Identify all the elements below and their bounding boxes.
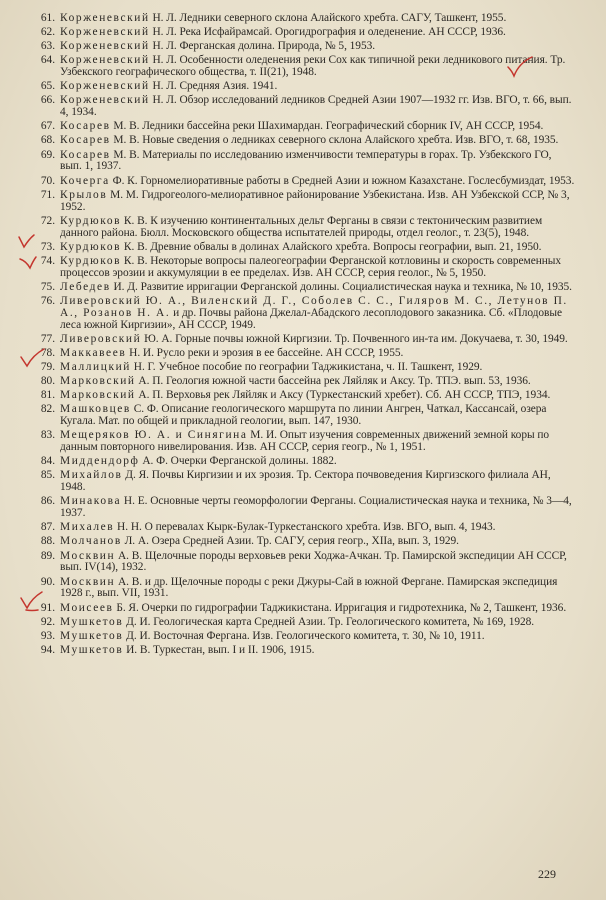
reference-entry — [28, 135, 576, 147]
reference-entry — [28, 216, 576, 240]
reference-details: Д. Я. Почвы Киргизии и их эрозия. Тр. Сектора почвоведения Киргизского филиала АН, 1948. — [60, 469, 551, 494]
checkmark-icon — [18, 590, 48, 612]
reference-author: Моисеев — [60, 601, 114, 614]
reference-details: Н. Л. Река Исфайрамсай. Орогидрография и оледенение. АН СССР, 1936. — [149, 26, 506, 39]
reference-details: А. П. Геология южной части бассейна рек Ляйляк и Аксу. Тр. ТПЭ. вып. 53, 1936. — [135, 375, 531, 388]
reference-text — [60, 617, 576, 629]
reference-text — [60, 121, 576, 133]
reference-text — [60, 176, 576, 188]
reference-number: 67. — [40, 120, 55, 133]
reference-number: 75. — [40, 280, 55, 293]
reference-author: Корженевский — [60, 80, 150, 93]
reference-number: 74. — [40, 254, 55, 267]
reference-number: 69. — [40, 148, 55, 161]
reference-number: 94. — [40, 643, 55, 656]
reference-entry — [28, 95, 576, 119]
reference-entry — [28, 55, 576, 79]
reference-author: Машковцев — [60, 403, 131, 416]
reference-details: Н. Е. Основные черты геоморфологии Ферганы. Социалистическая наука и техника, № 3—4, 1937. — [60, 495, 572, 520]
reference-text — [60, 256, 576, 280]
reference-text — [60, 390, 576, 402]
reference-text — [60, 577, 576, 601]
reference-author: Лебедев — [60, 280, 111, 293]
reference-entry — [28, 603, 576, 615]
reference-number: 72. — [40, 214, 55, 227]
reference-number: 92. — [40, 615, 55, 628]
reference-text — [60, 631, 576, 643]
reference-number: 83. — [40, 429, 55, 442]
reference-entry — [28, 13, 576, 25]
reference-number: 80. — [40, 375, 55, 388]
reference-text — [60, 551, 576, 575]
reference-text — [60, 55, 576, 79]
reference-number: 87. — [40, 521, 55, 534]
reference-details: Н. Н. О перевалах Кырк-Булак-Туркестанского хребта. Изв. ВГО, вып. 4, 1943. — [114, 521, 496, 534]
reference-author: Молчанов — [60, 535, 122, 548]
reference-number: 65. — [40, 80, 55, 93]
reference-author: Москвин — [60, 575, 116, 588]
reference-author: Косарев — [60, 134, 111, 147]
reference-details: М. В. Ледники бассейна реки Шахимардан. Географический сборник IV, АН СССР, 1954. — [110, 120, 544, 133]
reference-entry — [28, 536, 576, 548]
reference-author: Корженевский — [60, 12, 150, 24]
reference-entry — [28, 348, 576, 360]
reference-entry — [28, 376, 576, 388]
reference-text — [60, 41, 576, 53]
reference-text — [60, 603, 576, 615]
reference-number: 89. — [40, 549, 55, 562]
reference-author: Корженевский — [60, 40, 150, 53]
reference-entry — [28, 296, 576, 332]
reference-text — [60, 404, 576, 428]
reference-author: Маллицкий — [60, 360, 131, 373]
reference-details: Н. И. Русло реки и эрозия в ее бассейне. АН СССР, 1955. — [126, 346, 404, 359]
reference-author: Марковский — [60, 375, 136, 388]
reference-author: Корженевский — [60, 94, 150, 107]
reference-entry — [28, 190, 576, 214]
reference-details: И. Д. Развитие ирригации Ферганской долины. Социалистическая наука и техника, № 10, 1935. — [110, 280, 572, 293]
reference-details: Н. Л. Обзор исследований ледников Средней Азии 1907—1932 гг. Изв. ВГО, т. 66, вып. 4, 1934. — [60, 94, 572, 119]
reference-details: Л. А. Озера Средней Азии. Тр. САГУ, серия геогр., ХIIа, вып. 3, 1929. — [121, 535, 459, 548]
reference-entry — [28, 334, 576, 346]
reference-details: А. В. Щелочные породы верховьев реки Ходжа-Ачкан. Тр. Памирской экспедиции АН СССР, вып. IV(14), 1932. — [60, 549, 567, 574]
reference-details: А. В. и др. Щелочные породы с реки Джуры-Сай в южной Фергане. Памирская экспедиция 1928 г., вып. VII, 1931. — [60, 575, 558, 600]
reference-text — [60, 496, 576, 520]
reference-details: Ф. К. Горномелиоративные работы в Средней Азии и южном Казахстане. Гослесбумиздат, 1953. — [109, 174, 575, 187]
reference-entry — [28, 470, 576, 494]
reference-details: М. В. Новые сведения о ледниках северного склона Алайского хребта. Изв. ВГО, т. 68, 1935. — [110, 134, 559, 147]
reference-details: К. В. К изучению континентальных дельт Ферганы в связи с тектоническим развитием данного района. Бюлл. Московского общества испытателей природы, отдел геолог., т. 23(5), 1948. — [60, 214, 543, 239]
reference-entry — [28, 577, 576, 601]
reference-number: 91. — [40, 601, 55, 614]
reference-entry — [28, 617, 576, 629]
reference-number: 63. — [40, 40, 55, 53]
reference-entry — [28, 27, 576, 39]
reference-entry — [28, 404, 576, 428]
reference-text — [60, 362, 576, 374]
reference-number: 68. — [40, 134, 55, 147]
reference-number: 66. — [40, 94, 55, 107]
reference-number: 82. — [40, 403, 55, 416]
reference-author: Курдюков — [60, 214, 122, 227]
reference-details: Н. Г. Учебное пособие по географии Таджикистана, ч. II. Ташкент, 1929. — [130, 360, 483, 373]
reference-entry — [28, 150, 576, 174]
reference-text — [60, 536, 576, 548]
reference-number: 81. — [40, 389, 55, 402]
reference-author: Мушкетов — [60, 629, 124, 642]
reference-number: 73. — [40, 240, 55, 253]
reference-text — [60, 430, 576, 454]
reference-author: Курдюков — [60, 240, 122, 253]
reference-number: 85. — [40, 469, 55, 482]
reference-author: Маккавеев — [60, 346, 127, 359]
reference-author: Минакова — [60, 495, 122, 508]
reference-details: Н. Л. Ферганская долина. Природа, № 5, 1953. — [149, 40, 376, 53]
reference-text — [60, 216, 576, 240]
reference-details: Д. И. Геологическая карта Средней Азии. Тр. Геологического комитета, № 169, 1928. — [123, 615, 535, 628]
reference-details: Н. Л. Средняя Азия. 1941. — [149, 80, 278, 93]
checkmark-icon — [506, 55, 534, 79]
reference-text — [60, 13, 576, 25]
checkmark-icon — [18, 347, 48, 369]
reference-author: Крылов — [60, 188, 108, 201]
reference-text — [60, 348, 576, 360]
reference-number: 61. — [40, 12, 55, 24]
reference-details: К. В. Древние обвалы в долинах Алайского хребта. Вопросы географии, вып. 21, 1950. — [121, 240, 542, 253]
reference-number: 79. — [40, 360, 55, 373]
reference-entry — [28, 242, 576, 254]
reference-number: 93. — [40, 629, 55, 642]
reference-author: Михайлов — [60, 469, 123, 482]
checkmark-icon — [18, 255, 48, 277]
reference-number: 77. — [40, 332, 55, 345]
reference-entry — [28, 362, 576, 374]
reference-details: Ю. А. Горные почвы южной Киргизии. Тр. Почвенного ин-та им. Докучаева, т. 30, 1949. — [141, 332, 568, 345]
reference-entry — [28, 522, 576, 534]
reference-details: М. В. Материалы по исследованию изменчивости температуры в горах. Тр. Узбекского ГО, вып. 1, 1937. — [60, 148, 552, 173]
reference-author: Корженевский — [60, 54, 150, 67]
reference-author: Москвин — [60, 549, 116, 562]
reference-author: Косарев — [60, 120, 111, 133]
reference-entry — [28, 456, 576, 468]
reference-entry — [28, 631, 576, 643]
reference-text — [60, 95, 576, 119]
reference-text — [60, 242, 576, 254]
reference-entry — [28, 256, 576, 280]
reference-number: 78. — [40, 346, 55, 359]
reference-number: 64. — [40, 54, 55, 67]
reference-details: И. В. Туркестан, вып. I и II. 1906, 1915. — [123, 643, 315, 656]
reference-number: 88. — [40, 535, 55, 548]
reference-author: Мушкетов — [60, 615, 124, 628]
reference-number: 62. — [40, 26, 55, 39]
reference-details: М. М. Гидрогеолого-мелиоративное районирование Узбекистана. Изв. АН Узбекской ССР, № 3, 1952. — [60, 188, 570, 213]
reference-entry — [28, 430, 576, 454]
reference-text — [60, 334, 576, 346]
reference-text — [60, 296, 576, 332]
reference-author: Миддендорф — [60, 455, 140, 468]
reference-author: Марковский — [60, 389, 136, 402]
reference-details: Б. Я. Очерки по гидрографии Таджикистана. Ирригация и гидротехника, № 2, Ташкент, 1936. — [113, 601, 567, 614]
reference-entry — [28, 282, 576, 294]
reference-entry — [28, 551, 576, 575]
reference-author: Мушкетов — [60, 643, 124, 656]
reference-entry — [28, 496, 576, 520]
reference-text — [60, 456, 576, 468]
reference-details: Н. Л. Ледники северного склона Алайского хребта. САГУ, Ташкент, 1955. — [149, 12, 507, 24]
reference-text — [60, 135, 576, 147]
reference-entry — [28, 41, 576, 53]
reference-number: 71. — [40, 188, 55, 201]
reference-author: Мещеряков Ю. А. и Синягина — [60, 429, 248, 442]
reference-text — [60, 282, 576, 294]
page-number: 229 — [538, 867, 556, 881]
reference-text — [60, 522, 576, 534]
reference-number: 90. — [40, 575, 55, 588]
reference-text — [60, 470, 576, 494]
reference-entry — [28, 81, 576, 93]
reference-author: Курдюков — [60, 254, 122, 267]
reference-details: А. П. Верховья рек Ляйляк и Аксу (Туркестанский хребет). Сб. АН СССР, ТПЭ, 1934. — [135, 389, 551, 402]
reference-text — [60, 81, 576, 93]
reference-entry — [28, 645, 576, 657]
reference-details: Д. И. Восточная Фергана. Изв. Геологического комитета, т. 30, № 10, 1911. — [123, 629, 485, 642]
reference-details: и др. Почвы района Джелал-Абадского лесоплодового заказника. Сб. «Плодовые леса южной Киргизии», АН СССР, 1949. — [60, 306, 562, 331]
reference-author: Ливеровский — [60, 332, 142, 345]
reference-number: 84. — [40, 455, 55, 468]
reference-text — [60, 645, 576, 657]
reference-details: А. Ф. Очерки Ферганской долины. 1882. — [139, 455, 337, 468]
reference-details: К. В. Некоторые вопросы палеогеографии Ферганской котловины и скорость современных процессов эрозии и аккумуляции в ее пределах. Изв. АН СССР, серия геолог., № 5, 1950. — [60, 254, 562, 279]
reference-details: С. Ф. Описание геологического маршрута по линии Ангрен, Чаткал, Кассансай, озера Кугала. Мат. по общей и прикладной геологии, вып. 147, 1930. — [60, 403, 547, 428]
reference-entry — [28, 176, 576, 188]
reference-author: Косарев — [60, 148, 111, 161]
checkmark-icon — [16, 233, 46, 255]
reference-number: 70. — [40, 174, 55, 187]
reference-author: Михалев — [60, 521, 115, 534]
reference-details: М. И. Опыт изучения современных движений земной коры по данным повторного нивелирования. Изв. АН СССР, серия геогр., № 1, 1951. — [60, 429, 550, 454]
reference-text — [60, 27, 576, 39]
reference-text — [60, 150, 576, 174]
reference-author: Ливеровский Ю. А., Виленский Д. Г., Соболев С. С., Гиляров М. С., Летунов П. А., Розанов Н. А. — [60, 294, 568, 319]
reference-author: Корженевский — [60, 26, 150, 39]
reference-entry — [28, 121, 576, 133]
reference-details: Н. Л. Особенности оледенения реки Сох как типичной реки ледникового питания. Тр. Узбекского географического общества, т. II(21), 1948. — [60, 54, 566, 79]
reference-text — [60, 190, 576, 214]
reference-author: Кочерга — [60, 174, 110, 187]
reference-number: 76. — [40, 294, 55, 307]
reference-text — [60, 376, 576, 388]
reference-list — [28, 13, 576, 659]
reference-number: 86. — [40, 495, 55, 508]
reference-entry — [28, 390, 576, 402]
